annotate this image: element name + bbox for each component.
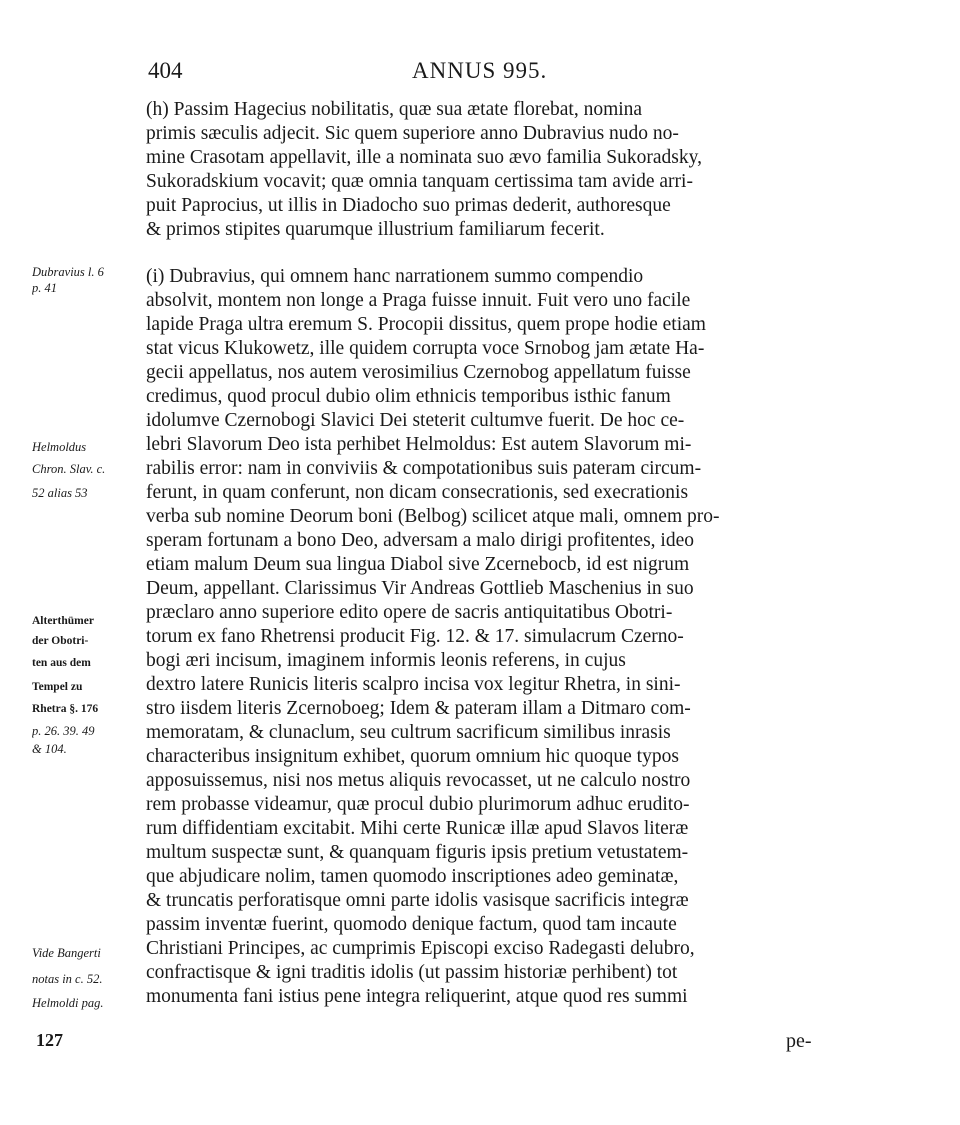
margin-note: notas in c. 52. bbox=[32, 972, 103, 986]
text-line: stat vicus Klukowetz, ille quidem corrupta voce Srnobog jam ætate Ha- bbox=[146, 338, 705, 359]
catchword: pe- bbox=[786, 1030, 812, 1052]
text-line: Christiani Principes, ac cumprimis Episcopi exciso Radegasti delubro, bbox=[146, 938, 695, 959]
running-header bbox=[0, 58, 960, 88]
text-line: rem probasse videamur, quæ procul dubio plurimorum adhuc erudito- bbox=[146, 794, 690, 815]
margin-note: Dubravius l. 6 bbox=[32, 265, 104, 279]
text-line: speram fortunam a bono Deo, adversam a malo dirigi profitentes, ideo bbox=[146, 530, 694, 551]
margin-note: Helmoldus bbox=[32, 440, 87, 454]
text-line: & truncatis perforatisque omni parte idolis vasisque sacrificis integræ bbox=[146, 890, 689, 911]
signature-mark: 127 bbox=[36, 1030, 63, 1050]
text-line: puit Paprocius, ut illis in Diadocho suo primas dederit, authoresque bbox=[146, 195, 671, 216]
margin-note: Alterthümer bbox=[32, 615, 94, 627]
text-line: passim inventæ fuerint, quomodo denique factum, quod tam incaute bbox=[146, 914, 677, 935]
margin-note: der Obotri- bbox=[32, 635, 89, 647]
text-line: verba sub nomine Deorum boni (Belbog) scilicet atque mali, omnem pro- bbox=[146, 506, 720, 527]
text-line: memoratam, & clunaclum, seu cultrum sacrificum similibus inrasis bbox=[146, 722, 671, 743]
text-line: dextro latere Runicis literis scalpro incisa vox legitur Rhetra, in sini- bbox=[146, 674, 681, 695]
text-line: lapide Praga ultra eremum S. Procopii dissitus, quem prope hodie etiam bbox=[146, 314, 706, 335]
text-line: rum diffidentiam excitabit. Mihi certe Runicæ illæ apud Slavos literæ bbox=[146, 818, 689, 839]
text-line: absolvit, montem non longe a Praga fuisse innuit. Fuit vero uno facile bbox=[146, 290, 691, 311]
text-line: mine Crasotam appellavit, ille a nominata suo ævo familia Sukoradsky, bbox=[146, 147, 702, 168]
margin-note: Helmoldi pag. bbox=[32, 996, 104, 1010]
running-head: ANNUS 995. bbox=[412, 58, 548, 83]
text-line: lebri Slavorum Deo ista perhibet Helmoldus: Est autem Slavorum mi- bbox=[146, 434, 692, 455]
margin-note: p. 26. 39. 49 bbox=[32, 724, 95, 738]
text-line: bogi æri incisum, imaginem informis leonis referens, in cujus bbox=[146, 650, 626, 671]
text-line: primis sæculis adjecit. Sic quem superiore anno Dubravius nudo no- bbox=[146, 123, 679, 144]
text-line: Deum, appellant. Clarissimus Vir Andreas Gottlieb Maschenius in suo bbox=[146, 578, 694, 599]
text-line: (h) Passim Hagecius nobilitatis, quæ sua ætate florebat, nomina bbox=[146, 99, 643, 120]
text-line: etiam malum Deum sua lingua Diabol sive Zcernebocb, id est nigrum bbox=[146, 554, 690, 575]
text-line: que abjudicare nolim, tamen quomodo inscriptiones adeo geminatæ, bbox=[146, 866, 679, 887]
margin-note: Chron. Slav. c. bbox=[32, 462, 106, 476]
margin-note: & 104. bbox=[32, 742, 67, 756]
text-line: multum suspectæ sunt, & quanquam figuris ipsis pretium vetustatem- bbox=[146, 842, 689, 863]
margin-note: ten aus dem bbox=[32, 657, 91, 669]
text-line: præclaro anno superiore edito opere de sacris antiquitatibus Obotri- bbox=[146, 602, 673, 623]
text-line: credimus, quod procul dubio olim ethnicis temporibus isthic fanum bbox=[146, 386, 671, 407]
text-line: & primos stipites quarumque illustrium familiarum fecerit. bbox=[146, 219, 605, 240]
margin-note: p. 41 bbox=[32, 281, 57, 295]
text-line: stro iisdem literis Zcernoboeg; Idem & pateram illam a Ditmaro com- bbox=[146, 698, 691, 719]
text-line: ferunt, in quam conferunt, non dicam consecrationis, sed execrationis bbox=[146, 482, 689, 503]
text-line: confractisque & igni traditis idolis (ut passim historiæ perhibent) tot bbox=[146, 962, 678, 983]
margin-note: Tempel zu bbox=[32, 681, 83, 693]
margin-note: Rhetra §. 176 bbox=[32, 703, 99, 715]
text-line: torum ex fano Rhetrensi producit Fig. 12. & 17. simulacrum Czerno- bbox=[146, 626, 684, 647]
text-line: monumenta fani istius pene integra reliquerint, atque quod res summi bbox=[146, 986, 688, 1007]
text-line: Sukoradskium vocavit; quæ omnia tanquam certissima tam avide arri- bbox=[146, 171, 693, 192]
text-line: rabilis error: nam in conviviis & compotationibus suis pateram circum- bbox=[146, 458, 702, 479]
text-line: (i) Dubravius, qui omnem hanc narrationem summo compendio bbox=[146, 266, 644, 287]
margin-note: Vide Bangerti bbox=[32, 946, 101, 960]
text-line: gecii appellatus, nos autem verosimilius Czernobog appellatum fuisse bbox=[146, 362, 691, 383]
text-line: apposuissemus, nisi nos metus aliquis revocasset, ut ne calculo nostro bbox=[146, 770, 691, 791]
margin-note: 52 alias 53 bbox=[32, 486, 88, 500]
text-line: idolumve Czernobogi Slavici Dei steterit cultumve fuerit. De hoc ce- bbox=[146, 410, 685, 431]
text-line: characteribus insignitum exhibet, quorum omnium hic quoque typos bbox=[146, 746, 679, 767]
page-number: 404 bbox=[148, 58, 183, 83]
